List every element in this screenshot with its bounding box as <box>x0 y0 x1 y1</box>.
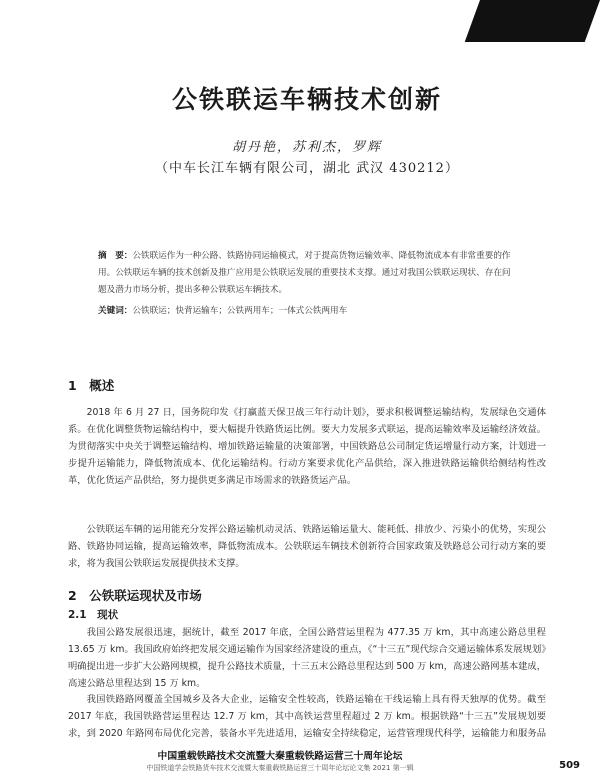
page-number: 509 <box>559 760 580 771</box>
abstract-label: 摘 要： <box>98 251 133 261</box>
section-1-heading: 1 概述 <box>68 378 115 393</box>
paper-title: 公铁联运车辆技术创新 <box>171 85 442 114</box>
section-2-paragraph-2: 我国铁路路网覆盖全国城乡及各大企业，运输安全性较高，铁路运输在干线运输上具有得天独厚的优势。截至 2017 年底，我国铁路营运里程达 12.7 万 km，其中高铁运营里程超过 2 万 km。根据铁路“十三五”发展规划要求，到 2020 年路网布局优化完善，装备水平先进适用，运输安全持续稳定，运营管理现代科学，运输能力和服务品 <box>68 694 546 739</box>
footer-proceedings: 中国铁道学会铁路货车技术交流暨大秦重载铁路运营三十周年论坛论文集 2021 第一辑 <box>146 764 414 772</box>
keywords <box>98 304 518 316</box>
section-1-paragraph-2: 公铁联运车辆的运用能充分发挥公路运输机动灵活、铁路运输运量大、能耗低、排放少、污染小的优势，实现公路、铁路协同运输，提高运输效率，降低物流成本。公铁联运车辆技术创新符合国家政策及铁路总公司行动方案的要求，将为我国公铁联运发展提供技术支撑。 <box>68 524 546 569</box>
abstract <box>98 248 518 299</box>
keywords-label: 关键词： <box>98 306 133 316</box>
subsection-2-1-heading: 2.1 现状 <box>68 609 119 621</box>
authors: 胡丹艳，苏利杰，罗辉 <box>231 140 382 155</box>
abstract-text: 公铁联运作为一种公路、铁路协同运输模式，对于提高货物运输效率、降低物流成本有非常重要的作用。公铁联运车辆的技术创新及推广应用是公铁联运发展的重要技术支撑。通过对我国公铁联运现状、存在问题及潜力市场分析，提出多种公铁联运车辆技术。 <box>98 251 511 295</box>
section-2-paragraph-1: 我国公路发展很迅速，据统计，截至 2017 年底，全国公路营运里程为 477.35 万 km，其中高速公路总里程 13.65 万 km。我国政府始终把发展交通运输作为国家经济建设的重点，《“十三五”现代综合交通运输体系发展规划》明确提出进一步扩大公路网规模，提升公路技术质量，十三五末公路总里程达到 500 万 km，高速公路网基本建成，高速公路总里程达到 15 万 km。 <box>68 627 547 689</box>
keywords-text: 公铁联运；快背运输车；公铁两用车；一体式公铁两用车 <box>132 306 348 316</box>
footer-conference: 中国重载铁路技术交流暨大秦重载铁路运营三十周年论坛 <box>157 751 403 762</box>
section-1-paragraph-1: 2018 年 6 月 27 日，国务院印发《打赢蓝天保卫战三年行动计划》，要求积极调整运输结构，发展绿色交通体系。在优化调整货物运输结构中，要大幅提升铁路货运比例。要大力发展多式联运，提高运输效率及运输经济效益。为贯彻落实中央关于调整运输结构、增加铁路运输量的决策部署，中国铁路总公司制定货运增量行动方案，计划进一步提升运输能力，降低物流成本、优化运输结构。行动方案要求优化产品供给，深入推进铁路运输供给侧结构性改革，优化货运产品供给，努力提供更多满足市场需求的铁路货运产品。 <box>68 407 546 486</box>
affiliation: （中车长江车辆有限公司，湖北 武汉 430212） <box>155 161 459 176</box>
scan-corner-shadow <box>465 0 600 42</box>
section-2-heading: 2 公铁联运现状及市场 <box>68 588 202 603</box>
